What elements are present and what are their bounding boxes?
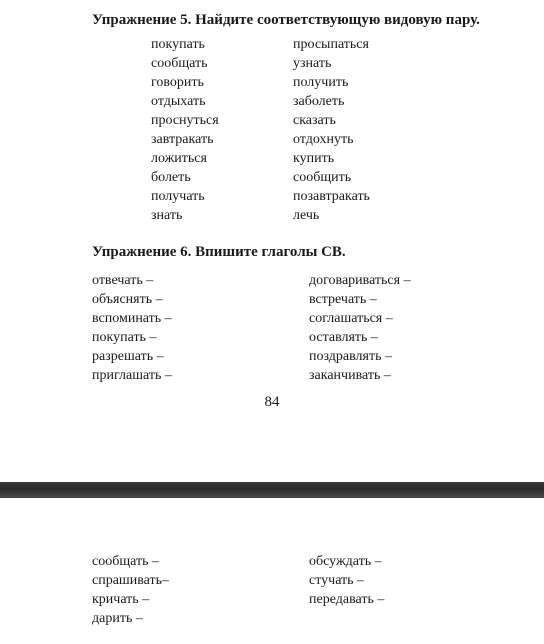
- verb-item: завтракать: [151, 132, 214, 147]
- page-number: 84: [264, 394, 280, 410]
- verb-item: отдохнуть: [293, 132, 354, 147]
- verb-item: просыпаться: [293, 37, 369, 52]
- verb-item: поздравлять –: [309, 349, 392, 364]
- verb-item: обсуждать –: [309, 554, 382, 569]
- verb-item: сказать: [293, 113, 336, 128]
- exercise-6-title: Упражнение 6. Впишите глаголы СВ.: [92, 244, 346, 260]
- verb-item: знать: [151, 208, 183, 223]
- verb-item: болеть: [151, 170, 191, 185]
- verb-item: договариваться –: [309, 273, 411, 288]
- next-page-right-column: [309, 552, 384, 609]
- exercise-6-left-column: [92, 271, 172, 385]
- verb-item: получить: [293, 75, 349, 90]
- exercise-5-title: Упражнение 5. Найдите соответствующую видовую пару.: [92, 12, 480, 28]
- verb-item: разрешать –: [92, 349, 164, 364]
- verb-item: соглашаться –: [309, 311, 393, 326]
- next-page-left-column: [92, 552, 169, 628]
- verb-item: покупать: [151, 37, 205, 52]
- verb-item: сообщать: [151, 56, 208, 71]
- verb-item: отвечать –: [92, 273, 154, 288]
- page-divider: [0, 482, 544, 498]
- verb-item: заканчивать –: [309, 368, 391, 383]
- exercise-5-left-column: [151, 35, 219, 225]
- verb-item: спрашивать–: [92, 573, 169, 588]
- verb-item: вспоминать –: [92, 311, 172, 326]
- verb-item: дарить –: [92, 611, 143, 626]
- verb-item: оставлять –: [309, 330, 378, 345]
- verb-item: получать: [151, 189, 205, 204]
- exercise-5-right-column: [293, 35, 370, 225]
- verb-item: покупать –: [92, 330, 157, 345]
- verb-item: объяснять –: [92, 292, 163, 307]
- verb-item: сообщить: [293, 170, 352, 185]
- verb-item: узнать: [293, 56, 332, 71]
- verb-item: кричать –: [92, 592, 150, 607]
- verb-item: купить: [293, 151, 335, 166]
- verb-item: позавтракать: [293, 189, 370, 204]
- verb-item: ложиться: [151, 151, 207, 166]
- verb-item: встречать –: [309, 292, 377, 307]
- verb-item: отдыхать: [151, 94, 206, 109]
- verb-item: сообщать –: [92, 554, 159, 569]
- verb-item: заболеть: [293, 94, 345, 109]
- verb-item: приглашать –: [92, 368, 172, 383]
- verb-item: лечь: [293, 208, 320, 223]
- document-next-page: [0, 498, 544, 644]
- verb-item: стучать –: [309, 573, 365, 588]
- verb-item: проснуться: [151, 113, 219, 128]
- exercise-6-right-column: [309, 271, 411, 385]
- verb-item: передавать –: [309, 592, 385, 607]
- verb-item: говорить: [151, 75, 204, 90]
